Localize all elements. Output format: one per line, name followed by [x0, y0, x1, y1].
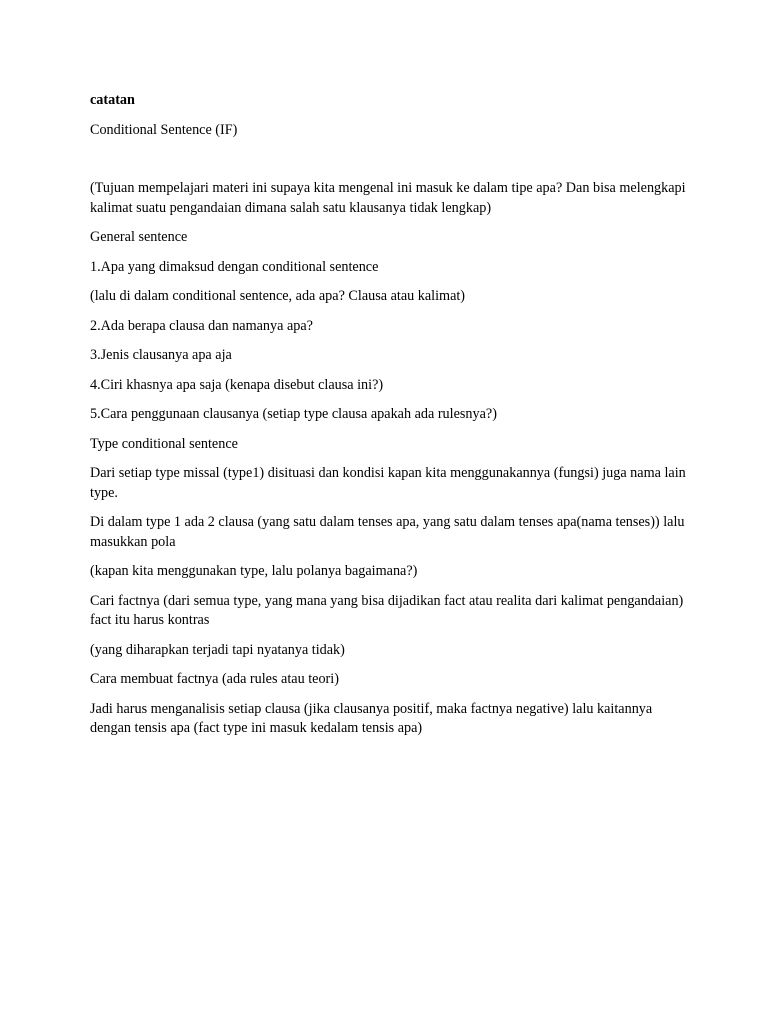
blank-line: [90, 150, 690, 179]
paragraph-general-sentence: General sentence: [90, 229, 188, 245]
paragraph-type1-clauses: Di dalam type 1 ada 2 clausa (yang satu dalam tenses apa, yang satu dalam tenses apa(nama tenses)) lalu masukkan pola: [90, 514, 685, 550]
paragraph-item-2: 2.Ada berapa clausa dan namanya apa?: [90, 317, 313, 334]
paragraph-type-heading: Type conditional sentence: [90, 435, 238, 452]
paragraph-item-4: 4.Ciri khasnya apa saja (kenapa disebut clausa ini?): [90, 376, 384, 393]
document-heading: catatan: [90, 92, 135, 108]
paragraph-fact-note: (yang diharapkan terjadi tapi nyatanya tidak): [90, 641, 345, 658]
document-subtitle: Conditional Sentence (IF): [90, 121, 238, 138]
paragraph-type-function: Dari setiap type missal (type1) disituasi dan kondisi kapan kita menggunakannya (fungsi) juga nama lain type.: [90, 465, 686, 501]
paragraph-item-1: 1.Apa yang dimaksud dengan conditional sentence: [90, 258, 379, 275]
paragraph-analyze-clause: Jadi harus menganalisis setiap clausa (jika clausanya positif, maka factnya negative) lalu kaitannya dengan tensis apa (fact type ini masuk kedalam tensis apa): [90, 700, 653, 736]
paragraph-item-3: 3.Jenis clausanya apa aja: [90, 347, 232, 363]
paragraph-item-1-note: (lalu di dalam conditional sentence, ada apa? Clausa atau kalimat): [90, 288, 466, 304]
paragraph-make-fact: Cara membuat factnya (ada rules atau teori): [90, 671, 339, 687]
document-body: [90, 91, 690, 749]
paragraph-find-fact: Cari factnya (dari semua type, yang mana yang bisa dijadikan fact atau realita dari kalimat pengandaian) fact itu harus kontras: [90, 592, 684, 628]
paragraph-item-5: 5.Cara penggunaan clausanya (setiap type clausa apakah ada rulesnya?): [90, 406, 497, 422]
paragraph-purpose: (Tujuan mempelajari materi ini supaya kita mengenal ini masuk ke dalam tipe apa? Dan bisa melengkapi kalimat suatu pengandaian dimana salah satu klausanya tidak lengkap): [90, 180, 686, 216]
paragraph-type-usage-note: (kapan kita menggunakan type, lalu polanya bagaimana?): [90, 563, 418, 579]
